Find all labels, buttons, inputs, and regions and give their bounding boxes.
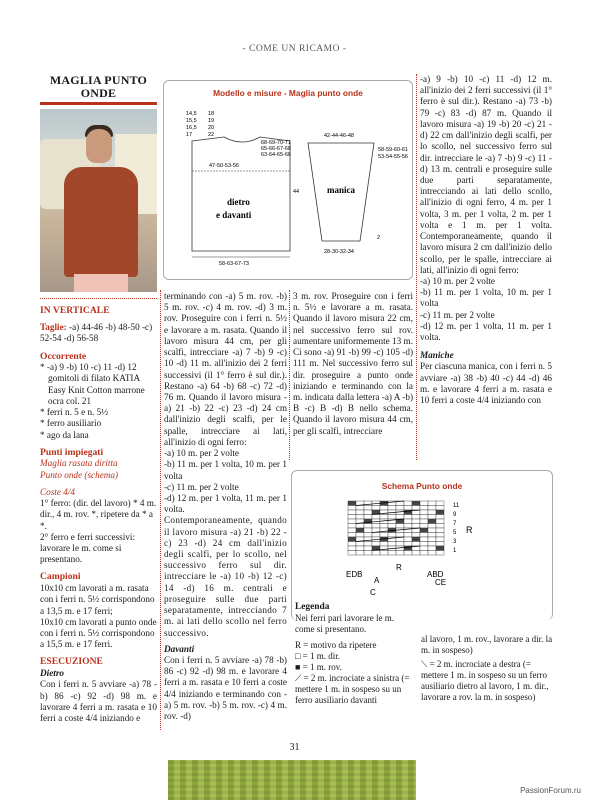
- column-rule: [160, 290, 161, 730]
- col4-list-item: -a) 10 m. per 2 volte: [420, 275, 496, 286]
- chart-cell: [404, 533, 412, 538]
- chart-cell: [348, 524, 356, 529]
- column-rule: [416, 74, 417, 460]
- chart-cell: [372, 515, 380, 520]
- col4-text: -a) 9 -b) 10 -c) 11 -d) 12 m. all'inizio dei 2 ferri successivi (il 1° ferro è sul dir.). Restano -a) 73 -b) 79 -c) 83 -d) 87 m. Quando il lavoro misura -a) 19 -b) 20 -c) 21 -d) 22 cm dall'inizio degli scalfi, per lo scollo, nel successivo ferro sul dir. intrecciare le -a) 7 -b) 9 -c) 11 -d) 13 m. centrali e proseguire sulle due parti separatamente, intrecciando ai lati dello scollo, all'inizio di ogni ferro, 4 m. per 1 volta, 3 m. per 1 volta, 2 m. per 1 volta e 1 m. per 1 volta. Contemporaneamente, quando il lavoro misura 2 cm dall'inizio dello scollo, per le spalle, intrecciare ai lati, all'inizio di ogni ferro:: [420, 74, 552, 275]
- chart-cell: [412, 537, 420, 542]
- chart-cell: [420, 542, 428, 547]
- chart-grid: [348, 501, 444, 555]
- davanti-heading: Davanti: [164, 643, 195, 654]
- chart-cell: [356, 515, 364, 520]
- chart-cell: [364, 528, 372, 533]
- legend-item-text: = 2 m. incrociate a sinistra (= mettere 1 m. in sospeso su un ferro ausiliario davanti: [295, 673, 410, 706]
- chart-cell: [420, 506, 428, 511]
- chart-cell: [420, 501, 428, 506]
- chart-cell: [348, 551, 356, 556]
- chart-edge-letters-2: CE: [435, 578, 447, 587]
- legend-intro: Nei ferri pari lavorare le m. come si presentano.: [295, 613, 394, 635]
- chart-cell: [420, 524, 428, 529]
- chart-cell: [396, 533, 404, 538]
- column-2: [164, 291, 287, 722]
- chart-cell: [380, 524, 388, 529]
- chart-cell: [364, 542, 372, 547]
- chart-cell: [380, 551, 388, 556]
- chart-cell: [436, 506, 444, 511]
- chart-cell: [436, 510, 444, 515]
- chart-cell: [396, 524, 404, 529]
- coste-heading: Coste 4/4: [40, 486, 75, 497]
- diagram-label: 42-44-46-48: [324, 133, 354, 139]
- chart-cell: [428, 533, 436, 538]
- chart-cell: [348, 519, 356, 524]
- diagram-label: 63-64-65-66: [261, 152, 291, 158]
- chart-cell: [356, 506, 364, 511]
- chart-cell: [412, 542, 420, 547]
- maniche-heading: Maniche: [420, 350, 454, 361]
- chart-cell: [436, 515, 444, 520]
- chart-edge-letters: EDB: [346, 570, 363, 579]
- chart-cell: [356, 551, 364, 556]
- chart-cell: [436, 551, 444, 556]
- pattern-title: MAGLIA PUNTO ONDE: [40, 74, 157, 105]
- col4-list-item: -d) 12 m. per 1 volta, 11 m. per 1 volta.: [420, 320, 552, 343]
- column-4: [420, 74, 552, 406]
- diagram-label: 53-54-55-56: [378, 154, 408, 160]
- diagram-label: 58-63-67-73: [219, 261, 249, 267]
- chart-cell: [404, 501, 412, 506]
- chart-cell: [412, 524, 420, 529]
- chart-cell: [364, 515, 372, 520]
- legend: [295, 602, 410, 706]
- legend-continued: [421, 634, 553, 703]
- campioni-2: 10x10 cm lavorati a punto onde con i ferri n. 5½ corrispondono a 15,5 m. e 17 ferri.: [40, 616, 157, 650]
- row-number: 3: [453, 539, 457, 545]
- dietro-heading: Dietro: [40, 668, 64, 679]
- cross-left-icon: ⟋: [295, 673, 302, 684]
- col4-list-item: -c) 11 m. per 2 volte: [420, 309, 495, 320]
- diagram-label: 58-59-60-61: [378, 147, 408, 153]
- chart-cell: [436, 533, 444, 538]
- divider: [40, 298, 157, 299]
- running-header: - COME UN RICAMO -: [242, 44, 347, 54]
- row-number: 1: [453, 548, 457, 554]
- chart-cell: [372, 551, 380, 556]
- chart-cell: [396, 542, 404, 547]
- chart-cell: [428, 542, 436, 547]
- occorrente-item: * ago da lana: [40, 429, 89, 440]
- chart-cell: [388, 533, 396, 538]
- chart-letter: C: [370, 588, 376, 597]
- chart-cell: [412, 506, 420, 511]
- chart-cell: [364, 524, 372, 529]
- chart-cell: [348, 501, 356, 506]
- chart-cell: [428, 546, 436, 551]
- chart-cell: [380, 506, 388, 511]
- taglie-value: -a) 44-46 -b) 48-50 -c) 52-54 -d) 56-58: [40, 322, 153, 344]
- punti-heading: Punti impiegati: [40, 446, 104, 458]
- col4-list-item: -b) 11 m. per 1 volta, 10 m. per 1 volta: [420, 287, 552, 309]
- chart-cell: [436, 546, 444, 551]
- row-number: 9: [453, 512, 457, 518]
- chart-cell: [396, 515, 404, 520]
- chart-cell: [420, 533, 428, 538]
- chart-cell: [436, 542, 444, 547]
- esecuzione-heading: ESECUZIONE: [40, 656, 103, 668]
- legend-item: [295, 651, 410, 662]
- chart-cell: [356, 524, 364, 529]
- chart-cell: [388, 524, 396, 529]
- column-3: [293, 291, 413, 437]
- chart-cell: [356, 546, 364, 551]
- chart-cell: [420, 546, 428, 551]
- front-label: dietro: [227, 197, 250, 207]
- row-number: 7: [453, 521, 457, 527]
- chart-cell: [380, 542, 388, 547]
- chart-cell: [348, 528, 356, 533]
- model-photo: [40, 109, 157, 292]
- taglie-label: Taglie:: [40, 322, 67, 333]
- page-number: 31: [289, 742, 300, 753]
- diagram-label: 2: [377, 235, 381, 241]
- chart-cell: [420, 551, 428, 556]
- col2-list-item: -a) 10 m. per 2 volte: [164, 448, 240, 459]
- chart-cell: [420, 515, 428, 520]
- col2-list-item: -d) 12 m. per 1 volta, 11 m. per 1 volta.: [164, 492, 287, 515]
- diagram-label: 17: [186, 132, 193, 138]
- chart-cell: [348, 506, 356, 511]
- diagram-caption: Modello e misure - Maglia punto onde: [213, 88, 363, 98]
- chart-cell: [404, 537, 412, 542]
- cross-right-icon: ⟍: [421, 658, 428, 669]
- coste-row-2: 2° ferro e ferri successivi: lavorare le m. come si presentano.: [40, 531, 135, 565]
- occorrente-item: * ferri n. 5 e n. 5½: [40, 407, 109, 418]
- diagram-label: 22: [208, 132, 215, 138]
- legend-item-text: ■ = 1 m. rov.: [295, 662, 342, 673]
- chart-cell: [380, 515, 388, 520]
- punti-item: Maglia rasata diritta: [40, 458, 118, 469]
- diagram-label: 16,5: [186, 125, 197, 131]
- chart-cell: [404, 524, 412, 529]
- legend-item: [295, 662, 410, 673]
- chart-cell: [388, 551, 396, 556]
- legend-item: al lavoro, 1 m. rov., lavorare a dir. la m. in sospeso): [421, 634, 553, 655]
- chart-cell: [404, 515, 412, 520]
- chart-cell: [364, 506, 372, 511]
- coste-row-1: 1° ferro: (dir. del lavoro) * 4 m. dir., 4 m. rov. *, ripetere da * a *.: [40, 498, 157, 531]
- occorrente-item: * -a) 9 -b) 10 -c) 11 -d) 12 gomitoli di filato KATIA Easy Knit Cotton marrone ocra col. 21: [40, 362, 145, 406]
- chart-cell: [436, 501, 444, 506]
- chart-cell: [404, 519, 412, 524]
- column-rule: [289, 290, 290, 460]
- chart-cell: [364, 546, 372, 551]
- stitch-chart: [291, 470, 553, 620]
- campioni-1: 10x10 cm lavorati a m. rasata con i ferri n. 5½ corrispondono a 13,5 m. e 17 ferri;: [40, 583, 155, 616]
- col2-text: terminando con -a) 5 m. rov. -b) 5 m. rov. -c) 4 m. rov. -d) 3 m. rov. Proseguire con i ferri n. 5½ e lavorare a m. rasata. Quando il lavoro misura 44 cm, per gli scalfi, intrecciare -a) 7 -b) 9 -c) 10 -d) 11 m. all'inizio dei 2 ferri successivi (il 1° ferro è sul dir.). Restano -a) 64 -b) 68 -c) 72 -d) 76 m. Quando il lavoro misura -a) 21 -b) 22 -c) 23 -d) 24 cm dall'inizio degli scalfi, per le spalle, intrecciare ai lati, all'inizio di ogni ferro:: [164, 291, 287, 447]
- chart-cell: [412, 519, 420, 524]
- knit-swatch-image: [168, 760, 416, 800]
- diagram-label: 28-30-32-34: [324, 249, 354, 255]
- occorrente-heading: Occorrente: [40, 350, 87, 362]
- chart-cell: [420, 519, 428, 524]
- diagram-label: 68-69-70-71: [261, 140, 291, 146]
- chart-cell: [356, 510, 364, 515]
- chart-cell: [396, 506, 404, 511]
- legend-item: [295, 673, 410, 706]
- sleeve-label: manica: [327, 185, 355, 195]
- diagram-label: 15,5: [186, 118, 197, 124]
- chart-cell: [404, 551, 412, 556]
- chart-cell: [428, 510, 436, 515]
- chart-cell: [356, 542, 364, 547]
- chart-cell: [364, 510, 372, 515]
- chart-cell: [372, 533, 380, 538]
- davanti-text: Con i ferri n. 5 avviare -a) 78 -b) 86 -c) 92 -d) 98 m. e lavorare 4 ferri a m. rasata e 10 ferri a coste 4/4 iniziando e terminando con -a) 5 m. rov. -b) 5 m. rov. -c) 4 m. rov. -d): [164, 655, 287, 722]
- chart-cell: [388, 542, 396, 547]
- chart-cell: [428, 524, 436, 529]
- chart-cell: [348, 542, 356, 547]
- chart-caption: Schema Punto onde: [381, 481, 463, 491]
- chart-cell: [420, 537, 428, 542]
- row-number: 11: [453, 503, 460, 509]
- legend-item-text: □ = 1 m. dir.: [295, 651, 341, 662]
- section-verticale: IN VERTICALE: [40, 305, 110, 317]
- chart-cell: [348, 533, 356, 538]
- chart-cell: [428, 519, 436, 524]
- chart-cell: [436, 519, 444, 524]
- chart-cell: [412, 551, 420, 556]
- chart-cell: [372, 542, 380, 547]
- chart-letter: A: [374, 576, 380, 585]
- chart-cell: [348, 510, 356, 515]
- occorrente-item: * ferro ausiliario: [40, 418, 102, 429]
- diagram-label: 19: [208, 118, 215, 124]
- chart-cell: [436, 528, 444, 533]
- chart-cell: [380, 533, 388, 538]
- photo-pants: [74, 274, 128, 292]
- diagram-label: 20: [208, 125, 215, 131]
- watermark: PassionForum.ru: [520, 786, 581, 795]
- col3-text: 3 m. rov. Proseguire con i ferri n. 5½ e lavorare a m. rasata. Quando il lavoro misura 22 cm, nel successivo ferro sul rov. aumentare uniformemente 13 m. Ci sono -a) 91 -b) 99 -c) 105 -d) 111 m. Nel successivo ferro sul dir. proseguire a punto onde iniziando e terminando con la m. indicata dalla lettera -a) A -b) B -c) B -d) B nello schema. Quando il lavoro misura 44 cm, per gli scalfi, intrecciare: [293, 291, 413, 436]
- col2-text-2: Contemporaneamente, quando il lavoro misura -a) 21 -b) 22 -c) 23 -d) 24 cm dall'inizio degli scalfi, per lo scollo, nel successivo ferro sul dir. intrecciare le -a) 10 -b) 12 -c) 14 -d) 16 m. centrali e proseguire sulle due parti separatamente, intrecciando 7 m. ai lati dello scollo nel ferro successivo.: [164, 515, 287, 638]
- diagram-label: 14,5: [186, 111, 197, 117]
- diagram-label: 44: [293, 189, 300, 195]
- chart-cell: [404, 506, 412, 511]
- chart-cell: [356, 533, 364, 538]
- chart-cell: [348, 537, 356, 542]
- chart-cell: [420, 528, 428, 533]
- chart-cell: [348, 515, 356, 520]
- diagram-label: 47-50-53-56: [209, 163, 239, 169]
- chart-cell: [372, 524, 380, 529]
- left-column: [40, 74, 157, 724]
- photo-sweater: [64, 167, 138, 277]
- chart-cell: [388, 515, 396, 520]
- chart-cell: [412, 515, 420, 520]
- chart-cell: [412, 533, 420, 538]
- legend-item: R = motivo da ripetere: [295, 640, 377, 651]
- chart-cell: [428, 551, 436, 556]
- diagram-label: 18: [208, 111, 215, 117]
- campioni-heading: Campioni: [40, 571, 81, 583]
- chart-cell: [428, 515, 436, 520]
- photo-head: [86, 129, 112, 163]
- chart-cell: [364, 533, 372, 538]
- chart-cell: [396, 551, 404, 556]
- diagram-label: 65-66-67-68: [261, 146, 291, 152]
- col2-list-item: -c) 11 m. per 2 volte: [164, 481, 239, 492]
- taglie: [40, 322, 157, 344]
- chart-cell: [436, 524, 444, 529]
- chart-cell: [428, 506, 436, 511]
- repeat-marker: R: [466, 525, 473, 535]
- dietro-text: Con i ferri n. 5 avviare -a) 78 -b) 86 -c) 92 -d) 98 m. e lavorare 4 ferri a m. rasata e 10 ferri a coste 4/4 iniziando e: [40, 679, 157, 724]
- chart-edge-letters: ABD: [427, 570, 444, 579]
- legend-title: Legenda: [295, 602, 330, 612]
- repeat-marker-bottom: R: [396, 563, 402, 572]
- chart-cell: [420, 510, 428, 515]
- front-label-2: e davanti: [216, 210, 252, 220]
- chart-cell: [428, 501, 436, 506]
- row-number: 5: [453, 530, 457, 536]
- chart-cell: [356, 528, 364, 533]
- chart-cell: [412, 501, 420, 506]
- legend-item-text: = 2 m. incrociate a destra (= mettere 1 m. in sospeso su un ferro ausiliario dietro al lavoro, 1 m. dir., lavorare a rov. la m. in sospeso): [421, 658, 549, 702]
- measurements-diagram: [163, 80, 413, 280]
- chart-cell: [428, 537, 436, 542]
- chart-cell: [372, 506, 380, 511]
- punti-item: Punto onde (schema): [40, 469, 119, 480]
- maniche-text: Per ciascuna manica, con i ferri n. 5 avviare -a) 38 -b) 40 -c) 44 -d) 46 m. e lavorare 4 ferri a m. rasata e 10 ferri a coste 4/4 iniziando con: [420, 361, 552, 406]
- col2-list-item: -b) 11 m. per 1 volta, 10 m. per 1 volta: [164, 459, 287, 481]
- chart-cell: [436, 537, 444, 542]
- chart-cell: [404, 542, 412, 547]
- legend-item: [421, 659, 553, 703]
- chart-cell: [348, 546, 356, 551]
- chart-cell: [364, 551, 372, 556]
- chart-cell: [428, 528, 436, 533]
- chart-cell: [388, 506, 396, 511]
